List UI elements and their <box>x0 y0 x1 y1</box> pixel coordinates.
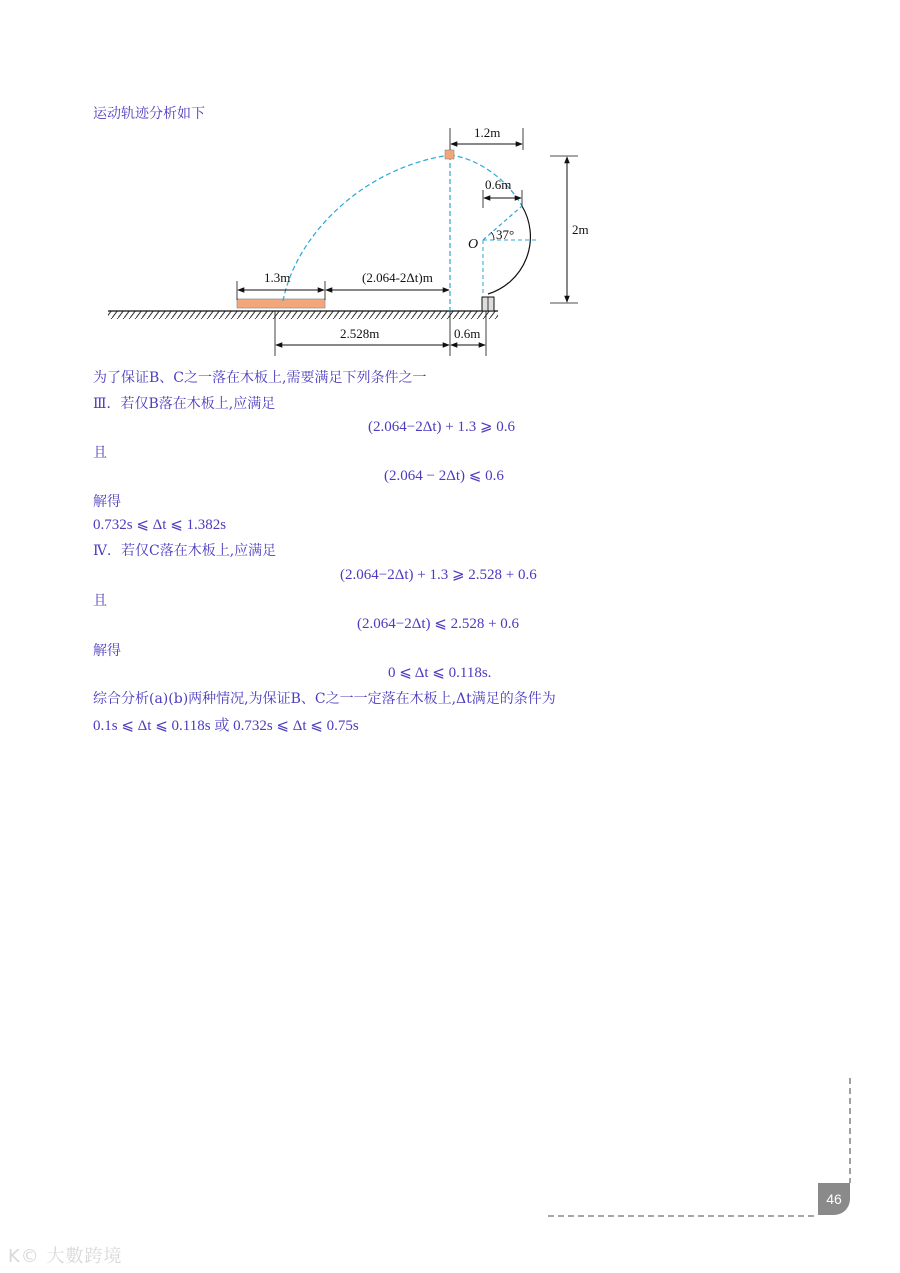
and-1: 且 <box>93 445 107 461</box>
trajectory-diagram <box>100 118 589 360</box>
label-2m: 2m <box>572 222 589 237</box>
case4-equation-1: (2.064−2Δt) + 1.3 ⩾ 2.528 + 0.6 <box>340 567 537 583</box>
label-0-6m-radius: 0.6m <box>485 177 512 192</box>
block-top <box>445 150 454 159</box>
case3-result: 0.732s ⩽ Δt ⩽ 1.382s <box>93 517 227 533</box>
page-border-decoration <box>540 1075 860 1225</box>
wooden-board <box>237 299 325 308</box>
solve-1: 解得 <box>93 494 121 510</box>
case3-title: Ⅲ．若仅B落在木板上,应满足 <box>93 396 276 412</box>
case3-equation-1: (2.064−2Δt) + 1.3 ⩾ 0.6 <box>368 419 516 435</box>
label-1-2m: 1.2m <box>474 125 501 140</box>
intro-line: 为了保证B、C之一落在木板上,需要满足下列条件之一 <box>93 370 427 386</box>
label-origin: O <box>468 237 479 252</box>
label-0-6m-base: 0.6m <box>454 326 481 341</box>
case4-title: Ⅳ．若仅C落在木板上,应满足 <box>93 543 277 559</box>
case3-equation-2: (2.064 − 2Δt) ⩽ 0.6 <box>384 468 504 484</box>
label-2-528m: 2.528m <box>340 326 380 341</box>
ground-hatch <box>108 311 498 319</box>
and-2: 且 <box>93 593 107 609</box>
summary-line: 综合分析(a)(b)两种情况,为保证B、C之一一定落在木板上,Δt满足的条件为 <box>93 691 556 707</box>
label-angle: 37° <box>496 227 515 242</box>
angle-arc <box>491 232 494 240</box>
circular-track <box>488 206 530 294</box>
page-number: 46 <box>818 1183 850 1215</box>
watermark-logo: K© 大數跨境 <box>8 1246 123 1267</box>
label-gap: (2.064-2Δt)m <box>362 270 433 285</box>
solve-2: 解得 <box>93 643 121 659</box>
case4-result: 0 ⩽ Δt ⩽ 0.118s. <box>388 665 492 681</box>
analysis-heading: 运动轨迹分析如下 <box>93 106 205 122</box>
case4-equation-2: (2.064−2Δt) ⩽ 2.528 + 0.6 <box>357 616 520 632</box>
final-answer: 0.1s ⩽ Δt ⩽ 0.118s 或 0.732s ⩽ Δt ⩽ 0.75s <box>93 718 359 734</box>
label-1-3m: 1.3m <box>264 270 291 285</box>
